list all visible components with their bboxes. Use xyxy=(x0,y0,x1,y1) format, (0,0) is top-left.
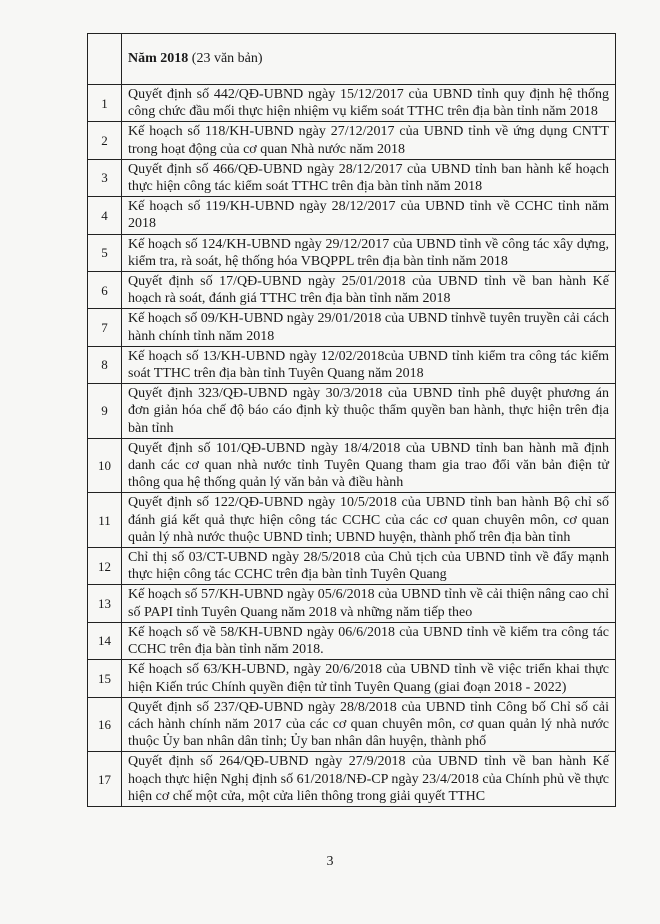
documents-table xyxy=(87,33,616,807)
table-row xyxy=(88,493,616,548)
table-row xyxy=(88,234,616,271)
table-row xyxy=(88,697,616,752)
row-number: 11 xyxy=(88,493,122,548)
row-number: 17 xyxy=(88,752,122,807)
row-number: 5 xyxy=(88,234,122,271)
row-number: 3 xyxy=(88,159,122,196)
table-header-row xyxy=(88,34,616,85)
row-text: Quyết định số 17/QĐ-UBND ngày 25/01/2018 của UBND tỉnh về ban hành Kế hoạch rà soát, đánh giá TTHC trên địa bàn tỉnh năm 2018 xyxy=(122,272,616,309)
table-row xyxy=(88,384,616,439)
row-number: 14 xyxy=(88,622,122,659)
table-row xyxy=(88,438,616,493)
table-row xyxy=(88,272,616,309)
row-text: Kế hoạch số 63/KH-UBND, ngày 20/6/2018 của UBND tỉnh về việc triển khai thực hiện Kiến trúc Chính quyền điện tử tỉnh Tuyên Quang (giai đoạn 2018 - 2022) xyxy=(122,660,616,697)
row-number: 10 xyxy=(88,438,122,493)
table-row xyxy=(88,122,616,159)
row-number: 16 xyxy=(88,697,122,752)
row-number: 1 xyxy=(88,85,122,122)
row-number: 7 xyxy=(88,309,122,346)
row-number: 15 xyxy=(88,660,122,697)
row-number: 8 xyxy=(88,346,122,383)
row-text: Quyết định số 264/QĐ-UBND ngày 27/9/2018 của UBND tỉnh về ban hành Kế hoạch thực hiện Nghị định số 61/2018/NĐ-CP ngày 23/4/2018 của Chính phủ về thực hiện cơ chế một cửa, một cửa liên thông trong giải quyết TTHC xyxy=(122,752,616,807)
row-number: 12 xyxy=(88,548,122,585)
year-label: Năm 2018 xyxy=(128,51,189,67)
row-text: Kế hoạch số 118/KH-UBND ngày 27/12/2017 của UBND tỉnh về ứng dụng CNTT trong hoạt động của cơ quan Nhà nước năm 2018 xyxy=(122,122,616,159)
row-number: 6 xyxy=(88,272,122,309)
page-number: 3 xyxy=(326,854,334,869)
row-text: Kế hoạch số về 58/KH-UBND ngày 06/6/2018 của UBND tỉnh về kiểm tra công tác CCHC trên địa bàn tỉnh năm 2018. xyxy=(122,622,616,659)
row-text: Kế hoạch số 57/KH-UBND ngày 05/6/2018 của UBND tỉnh về cải thiện nâng cao chỉ số PAPI tỉnh Tuyên Quang năm 2018 và những năm tiếp theo xyxy=(122,585,616,622)
header-number-cell xyxy=(88,34,122,85)
row-text: Quyết định số 466/QĐ-UBND ngày 28/12/2017 của UBND tỉnh ban hành kế hoạch thực hiện công tác kiểm soát TTHC trên địa bàn tỉnh năm 2018 xyxy=(122,159,616,196)
row-text: Chỉ thị số 03/CT-UBND ngày 28/5/2018 của Chủ tịch của UBND tỉnh về đẩy mạnh thực hiện công tác CCHC trên địa bàn tỉnh Tuyên Quang xyxy=(122,548,616,585)
row-text: Kế hoạch số 124/KH-UBND ngày 29/12/2017 của UBND tỉnh về công tác xây dựng, kiểm tra, rà soát, hệ thống hóa VBQPPL trên địa bàn tỉnh năm 2018 xyxy=(122,234,616,271)
table-row xyxy=(88,548,616,585)
row-text: Quyết định số 122/QĐ-UBND ngày 10/5/2018 của UBND tỉnh ban hành Bộ chỉ số đánh giá kết quả thực hiện công tác CCHC của các cơ quan chuyên môn, cơ quan quản lý nhà nước thuộc UBND tỉnh; UBND huyện, thành phố trên địa bàn tỉnh xyxy=(122,493,616,548)
table-row xyxy=(88,660,616,697)
row-text: Kế hoạch số 13/KH-UBND ngày 12/02/2018của UBND tỉnh kiểm tra công tác kiểm soát TTHC trên địa bàn tỉnh Tuyên Quang năm 2018 xyxy=(122,346,616,383)
row-number: 13 xyxy=(88,585,122,622)
row-text: Quyết định số 237/QĐ-UBND ngày 28/8/2018 của UBND tỉnh Công bố Chỉ số cải cách hành chính năm 2017 của các cơ quan chuyên môn, cơ quan quản lý nhà nước thuộc Ủy ban nhân dân tỉnh; Ủy ban nhân dân huyện, thành phố xyxy=(122,697,616,752)
table-row xyxy=(88,622,616,659)
row-number: 2 xyxy=(88,122,122,159)
row-text: Kế hoạch số 119/KH-UBND ngày 28/12/2017 của UBND tỉnh về CCHC tỉnh năm 2018 xyxy=(122,197,616,234)
row-text: Kế hoạch số 09/KH-UBND ngày 29/01/2018 của UBND tỉnhvề tuyên truyền cải cách hành chính tỉnh năm 2018 xyxy=(122,309,616,346)
table-row xyxy=(88,346,616,383)
row-text: Quyết định số 101/QĐ-UBND ngày 18/4/2018 của UBND tỉnh ban hành mã định danh các cơ quan nhà nước tỉnh Tuyên Quang tham gia trao đổi văn bản điện tử thông qua hệ thống quản lý văn bản và điều hành xyxy=(122,438,616,493)
row-text: Quyết định số 442/QĐ-UBND ngày 15/12/2017 của UBND tỉnh quy định hệ thống công chức đầu mối thực hiện nhiệm vụ kiểm soát TTHC trên địa bàn tỉnh năm 2018 xyxy=(122,85,616,122)
header-description-cell xyxy=(122,34,616,85)
row-number: 4 xyxy=(88,197,122,234)
table-row xyxy=(88,585,616,622)
table-row xyxy=(88,309,616,346)
table-row xyxy=(88,159,616,196)
row-number: 9 xyxy=(88,384,122,439)
row-text: Quyết định 323/QĐ-UBND ngày 30/3/2018 của UBND tỉnh phê duyệt phương án đơn giản hóa chế độ báo cáo định kỳ thuộc thẩm quyền ban hành, thực hiện trên địa bàn tỉnh xyxy=(122,384,616,439)
table-row xyxy=(88,85,616,122)
document-count: (23 văn bản) xyxy=(191,51,263,67)
table-row xyxy=(88,752,616,807)
table-row xyxy=(88,197,616,234)
